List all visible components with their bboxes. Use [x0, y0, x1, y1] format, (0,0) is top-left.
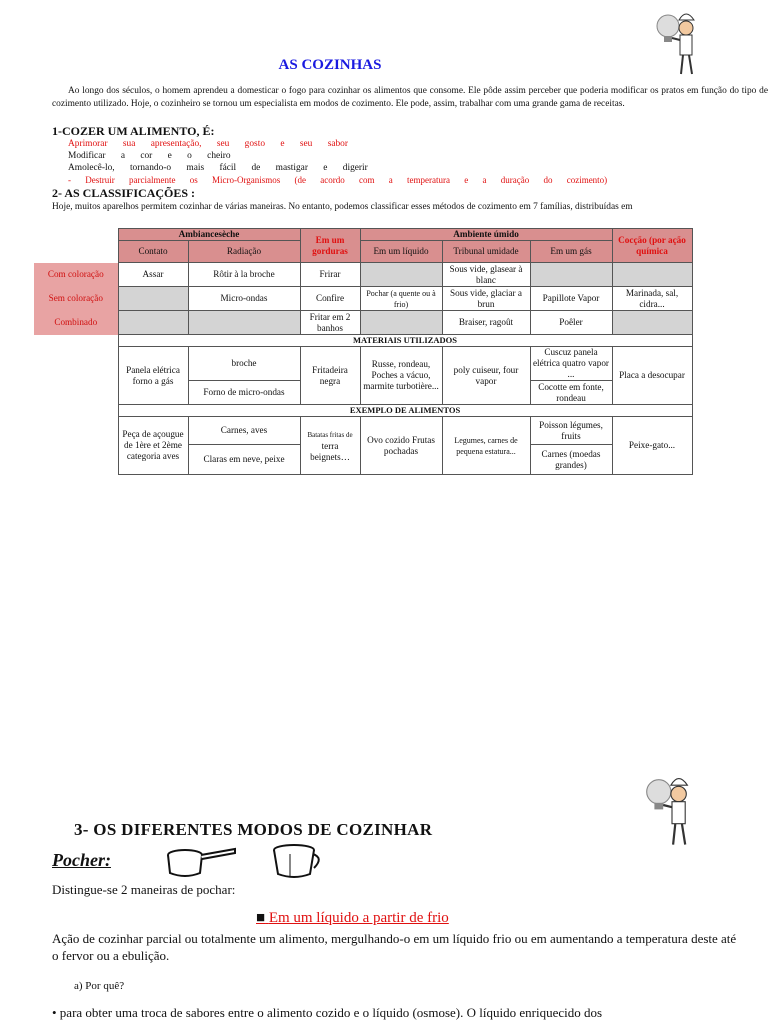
cell: Claras em neve, peixe: [188, 445, 300, 475]
cell: Cuscuz panela elétrica quatro vapor ...: [530, 347, 612, 381]
exemplo-title: EXEMPLO DE ALIMENTOS: [118, 405, 692, 417]
cell-empty: [612, 311, 692, 335]
header-contato: Contato: [118, 241, 188, 263]
pocher-paragraph: Ação de cozinhar parcial ou totalmente um alimento, mergulhando-o em um líquido frio ou em aumentando a temperatura deste até o fervor ou a ebulição.: [52, 931, 737, 963]
cell: Assar: [118, 263, 188, 287]
bullet-text: • para obter uma troca de sabores entre o alimento cozido e o líquido (osmose). O líquido enriquecido dos: [52, 1005, 603, 1020]
measuring-cup-icon: [268, 842, 326, 880]
cell: Rôtir à la broche: [188, 263, 300, 287]
cell: broche: [188, 347, 300, 381]
section3-heading: 3- OS DIFERENTES MODOS DE COZINHAR: [74, 820, 433, 839]
cell-empty: [118, 311, 188, 335]
row-label: Com coloração: [34, 263, 118, 287]
row-label: Combinado: [34, 311, 118, 335]
cell: Forno de micro-ondas: [188, 381, 300, 405]
cell: Sous vide, glasear à blanc: [442, 263, 530, 287]
header-em-um-gorduras: Em um gorduras: [300, 229, 360, 263]
header-em-um-liquido: Em um líquido: [360, 241, 442, 263]
header-ambiance-seche: Ambiancesèche: [118, 229, 300, 241]
cell: Cocotte em fonte, rondeau: [530, 381, 612, 405]
cell: Sous vide, glaciar a brun: [442, 287, 530, 311]
materiais-title: MATERIAIS UTILIZADOS: [118, 335, 692, 347]
section2-intro: Hoje, muitos aparelhos permitem cozinhar de várias maneiras. No entanto, podemos classificar esses métodos de cozimento em 7 famílias, distribuídas em: [52, 202, 633, 212]
bullet-square-icon: ■: [256, 910, 266, 926]
chef-lightbulb-icon: [650, 8, 710, 88]
cell: Ovo cozido Frutas pochadas: [360, 417, 442, 475]
cell: Poisson légumes, fruits: [530, 417, 612, 445]
cell: Peça de açougue de 1ère et 2ème categoria aves: [118, 417, 188, 475]
subheading-text: Em um líquido a partir de frio: [268, 910, 449, 926]
cell-text: terra beignets…: [310, 440, 350, 462]
pocher-intro: Distingue-se 2 maneiras de pochar:: [52, 882, 236, 897]
cell: Carnes, aves: [188, 417, 300, 445]
cell: Poêler: [530, 311, 612, 335]
cell-small-text: Batatas fritas de: [307, 430, 353, 439]
subheading-liquido-frio: [256, 910, 449, 927]
header-coccao: Cocção (por ação química: [612, 229, 692, 263]
row-label: Sem coloração: [34, 287, 118, 311]
section2-heading: 2- AS CLASSIFICAÇÕES :: [52, 186, 196, 200]
header-em-um-gas: Em um gás: [530, 241, 612, 263]
cell-empty: [118, 287, 188, 311]
pocher-heading: Pocher:: [52, 850, 111, 870]
header-ambiente-umido: Ambiente úmido: [360, 229, 612, 241]
section1-item: - Destruir parcialmente os Micro-Organismos (de acordo com a temperatura e a duração do cozimento): [68, 175, 608, 185]
cell: Placa a desocupar: [612, 347, 692, 405]
intro-paragraph: Ao longo dos séculos, o homem aprendeu a domesticar o fogo para cozinhar os alimentos que consome. Ele pôde assim perceber que poderia modificar os pratos em função do tipo de cozimento utilizado. Hoje, o cozinheiro se tornou um especialista em modos de cozimento. Ele pode, assim, trabalhar com uma grande gama de receitas.: [52, 86, 768, 109]
page-title: AS COZINHAS: [278, 57, 382, 73]
question-a: a) Por quê?: [74, 980, 125, 992]
section1-item: Amolecê-lo, tornando-o mais fácil de mastigar e digerir: [68, 163, 368, 173]
chef-lightbulb-icon: [638, 772, 706, 860]
cell: poly cuiseur, four vapor: [442, 347, 530, 405]
section1-item: Modificar a cor e o cheiro: [68, 151, 231, 161]
cell: Russe, rondeau, Poches a vácuo, marmite turbotière...: [360, 347, 442, 405]
section1-item: Aprimorar sua apresentação, seu gosto e seu sabor: [68, 139, 348, 149]
cell-empty: [530, 263, 612, 287]
cell: Papillote Vapor: [530, 287, 612, 311]
cell: Confire: [300, 287, 360, 311]
header-radiacao: Radiação: [188, 241, 300, 263]
section1-heading: 1-COZER UM ALIMENTO, É:: [52, 124, 215, 138]
cell: Braiser, ragoût: [442, 311, 530, 335]
cell: Panela elétrica forno a gás: [118, 347, 188, 405]
header-tribunal-umidade: Tribunal umidade: [442, 241, 530, 263]
cell: [300, 417, 360, 475]
cell: Legumes, carnes de pequena estatura...: [442, 417, 530, 475]
cell-empty: [188, 311, 300, 335]
cooking-classification-table: [34, 228, 693, 475]
cell-empty: [360, 311, 442, 335]
cell: Fritar em 2 banhos: [300, 311, 360, 335]
cell: Frirar: [300, 263, 360, 287]
cell: Carnes (moedas grandes): [530, 445, 612, 475]
cell: Pochar (a quente ou à frio): [360, 287, 442, 311]
cell: Micro-ondas: [188, 287, 300, 311]
cell: Peixe-gato...: [612, 417, 692, 475]
cell: Marinada, sal, cidra...: [612, 287, 692, 311]
poaching-pan-icon: [165, 843, 240, 879]
cell: Fritadeira negra: [300, 347, 360, 405]
cell-empty: [360, 263, 442, 287]
cell-empty: [612, 263, 692, 287]
